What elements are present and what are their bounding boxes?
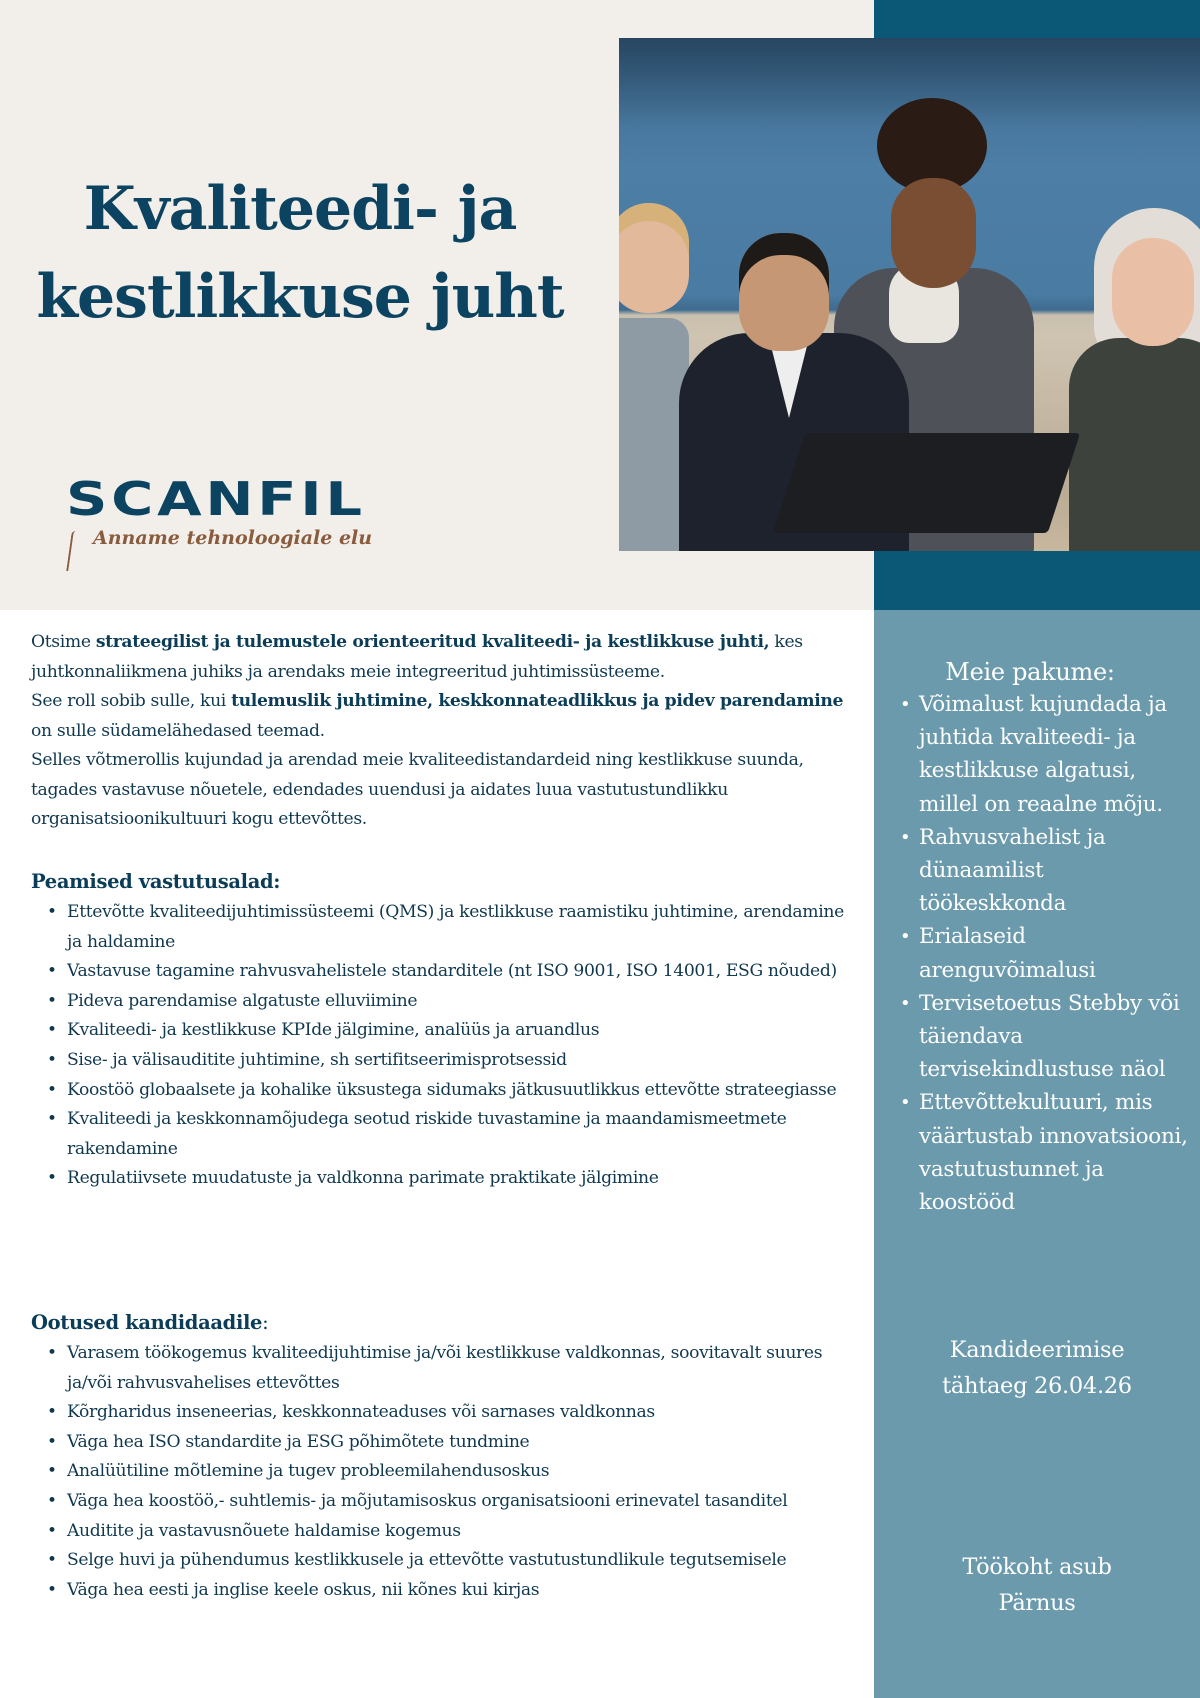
list-item: • Vastavuse tagamine rahvusvahelistele standarditele (nt ISO 9001, ISO 14001, ESG nõuded) [31, 957, 861, 987]
list-item: • Võimalust kujundada ja juhtida kvaliteedi- ja kestlikkuse algatusi, millel on reaalne mõju. [893, 688, 1193, 821]
list-item: • Erialaseid arenguvõimalusi [893, 920, 1193, 986]
company-logo [66, 472, 366, 526]
person-figure [1069, 338, 1200, 551]
job-title-line1: Kvaliteedi- ja [83, 174, 517, 244]
responsibilities-section [31, 867, 861, 1194]
list-item: • Rahvusvahelist ja dünaamilist töökeskkonda [893, 821, 1193, 921]
list-item: • Väga hea eesti ja inglise keele oskus, nii kõnes kui kirjas [31, 1576, 861, 1606]
tagline-block [66, 527, 386, 573]
list-item: • Selge huvi ja pühendumus kestlikkusele ja ettevõtte vastutustundlikule tegutsemisele [31, 1546, 861, 1576]
tagline-stroke-icon [66, 531, 76, 571]
job-title [0, 165, 600, 341]
list-item: • Auditite ja vastavusnõuete haldamise kogemus [31, 1517, 861, 1547]
list-item: • Koostöö globaalsete ja kohalike üksustega sidumaks jätkusuutlikkus ettevõtte strateegiasse [31, 1076, 861, 1106]
list-item: • Väga hea koostöö,- suhtlemis- ja mõjutamisoskus organisatsiooni erinevatel tasanditel [31, 1487, 861, 1517]
expectations-section [31, 1308, 861, 1605]
person-figure [891, 178, 976, 288]
list-item: • Regulatiivsete muudatuste ja valdkonna parimate praktikate jälgimine [31, 1164, 861, 1194]
list-item: • Ettevõtte kvaliteedijuhtimissüsteemi (QMS) ja kestlikkuse raamistiku juhtimine, arendamine ja haldamine [31, 898, 861, 957]
offer-section [893, 656, 1193, 1219]
list-item: • Pideva parendamise algatuste elluviimine [31, 987, 861, 1017]
list-item: • Kõrgharidus inseneerias, keskkonnateaduses või sarnases valdkonnas [31, 1398, 861, 1428]
expectations-heading: Ootused kandidaadile: [31, 1311, 269, 1334]
intro-highlight: strateegilist ja tulemustele orienteeritud kvaliteedi- ja kestlikkuse juhti, [95, 632, 770, 652]
application-deadline: Kandideerimise tähtaeg 26.04.26 [942, 1337, 1132, 1399]
intro-highlight: tulemuslik juhtimine, keskkonnateadlikkus ja pidev parendamine [231, 691, 844, 711]
person-figure [739, 233, 829, 351]
team-photo [619, 38, 1200, 551]
offer-list [893, 688, 1193, 1219]
list-item: • Kvaliteedi- ja kestlikkuse KPIde jälgimine, analüüs ja aruandlus [31, 1016, 861, 1046]
logo-wordmark: SCANFIL [66, 472, 366, 526]
job-location: Töökoht asub Pärnus [962, 1554, 1112, 1616]
person-figure [1112, 238, 1194, 346]
list-item: • Ettevõttekultuuri, mis väärtustab innovatsiooni, vastutustunnet ja koostööd [893, 1086, 1193, 1219]
expectations-list [31, 1339, 861, 1605]
list-item: • Sise- ja välisauditite juhtimine, sh sertifitseerimisprotsessid [31, 1046, 861, 1076]
offer-heading: Meie pakume: [945, 658, 1115, 686]
list-item: • Kvaliteedi ja keskkonnamõjudega seotud riskide tuvastamine ja maandamismeetmete rakendamine [31, 1105, 861, 1164]
tagline: Anname tehnoloogiale elu [93, 527, 373, 549]
list-item: • Tervisetoetus Stebby või täiendava tervisekindlustuse näol [893, 987, 1193, 1087]
responsibilities-heading: Peamised vastutusalad: [31, 870, 281, 893]
list-item: • Varasem töökogemus kvaliteedijuhtimise ja/või kestlikkuse valdkonnas, soovitavalt suures ja/või rahvusvahelises ettevõttes [31, 1339, 861, 1398]
list-item: • Analüütiline mõtlemine ja tugev probleemilahendusoskus [31, 1457, 861, 1487]
laptop-icon [773, 433, 1080, 533]
responsibilities-list [31, 898, 861, 1194]
list-item: • Väga hea ISO standardite ja ESG põhimõtete tundmine [31, 1428, 861, 1458]
person-figure [619, 203, 689, 313]
intro-paragraph: Otsime strateegilist ja tulemustele orienteeritud kvaliteedi- ja kestlikkuse juhti, kes juhtkonnaliikmena juhiks ja arendaks meie integreeritud juhtimissüsteeme. See roll sobib sulle, kui tulemuslik juhtimine, keskkonnateadlikkus ja pidev parendamine on sulle südamelähedased teemad. Selles võtmerollis kujundad ja arendad meie kvaliteedistandardeid ning kestlikkuse suunda, tagades vastavuse nõuetele, edendades uuendusi ja aidates luua vastutustundlikku organisatsioonikultuuri kogu ettevõttes. [31, 632, 844, 829]
job-title-line2: kestlikkuse juht [36, 262, 564, 332]
